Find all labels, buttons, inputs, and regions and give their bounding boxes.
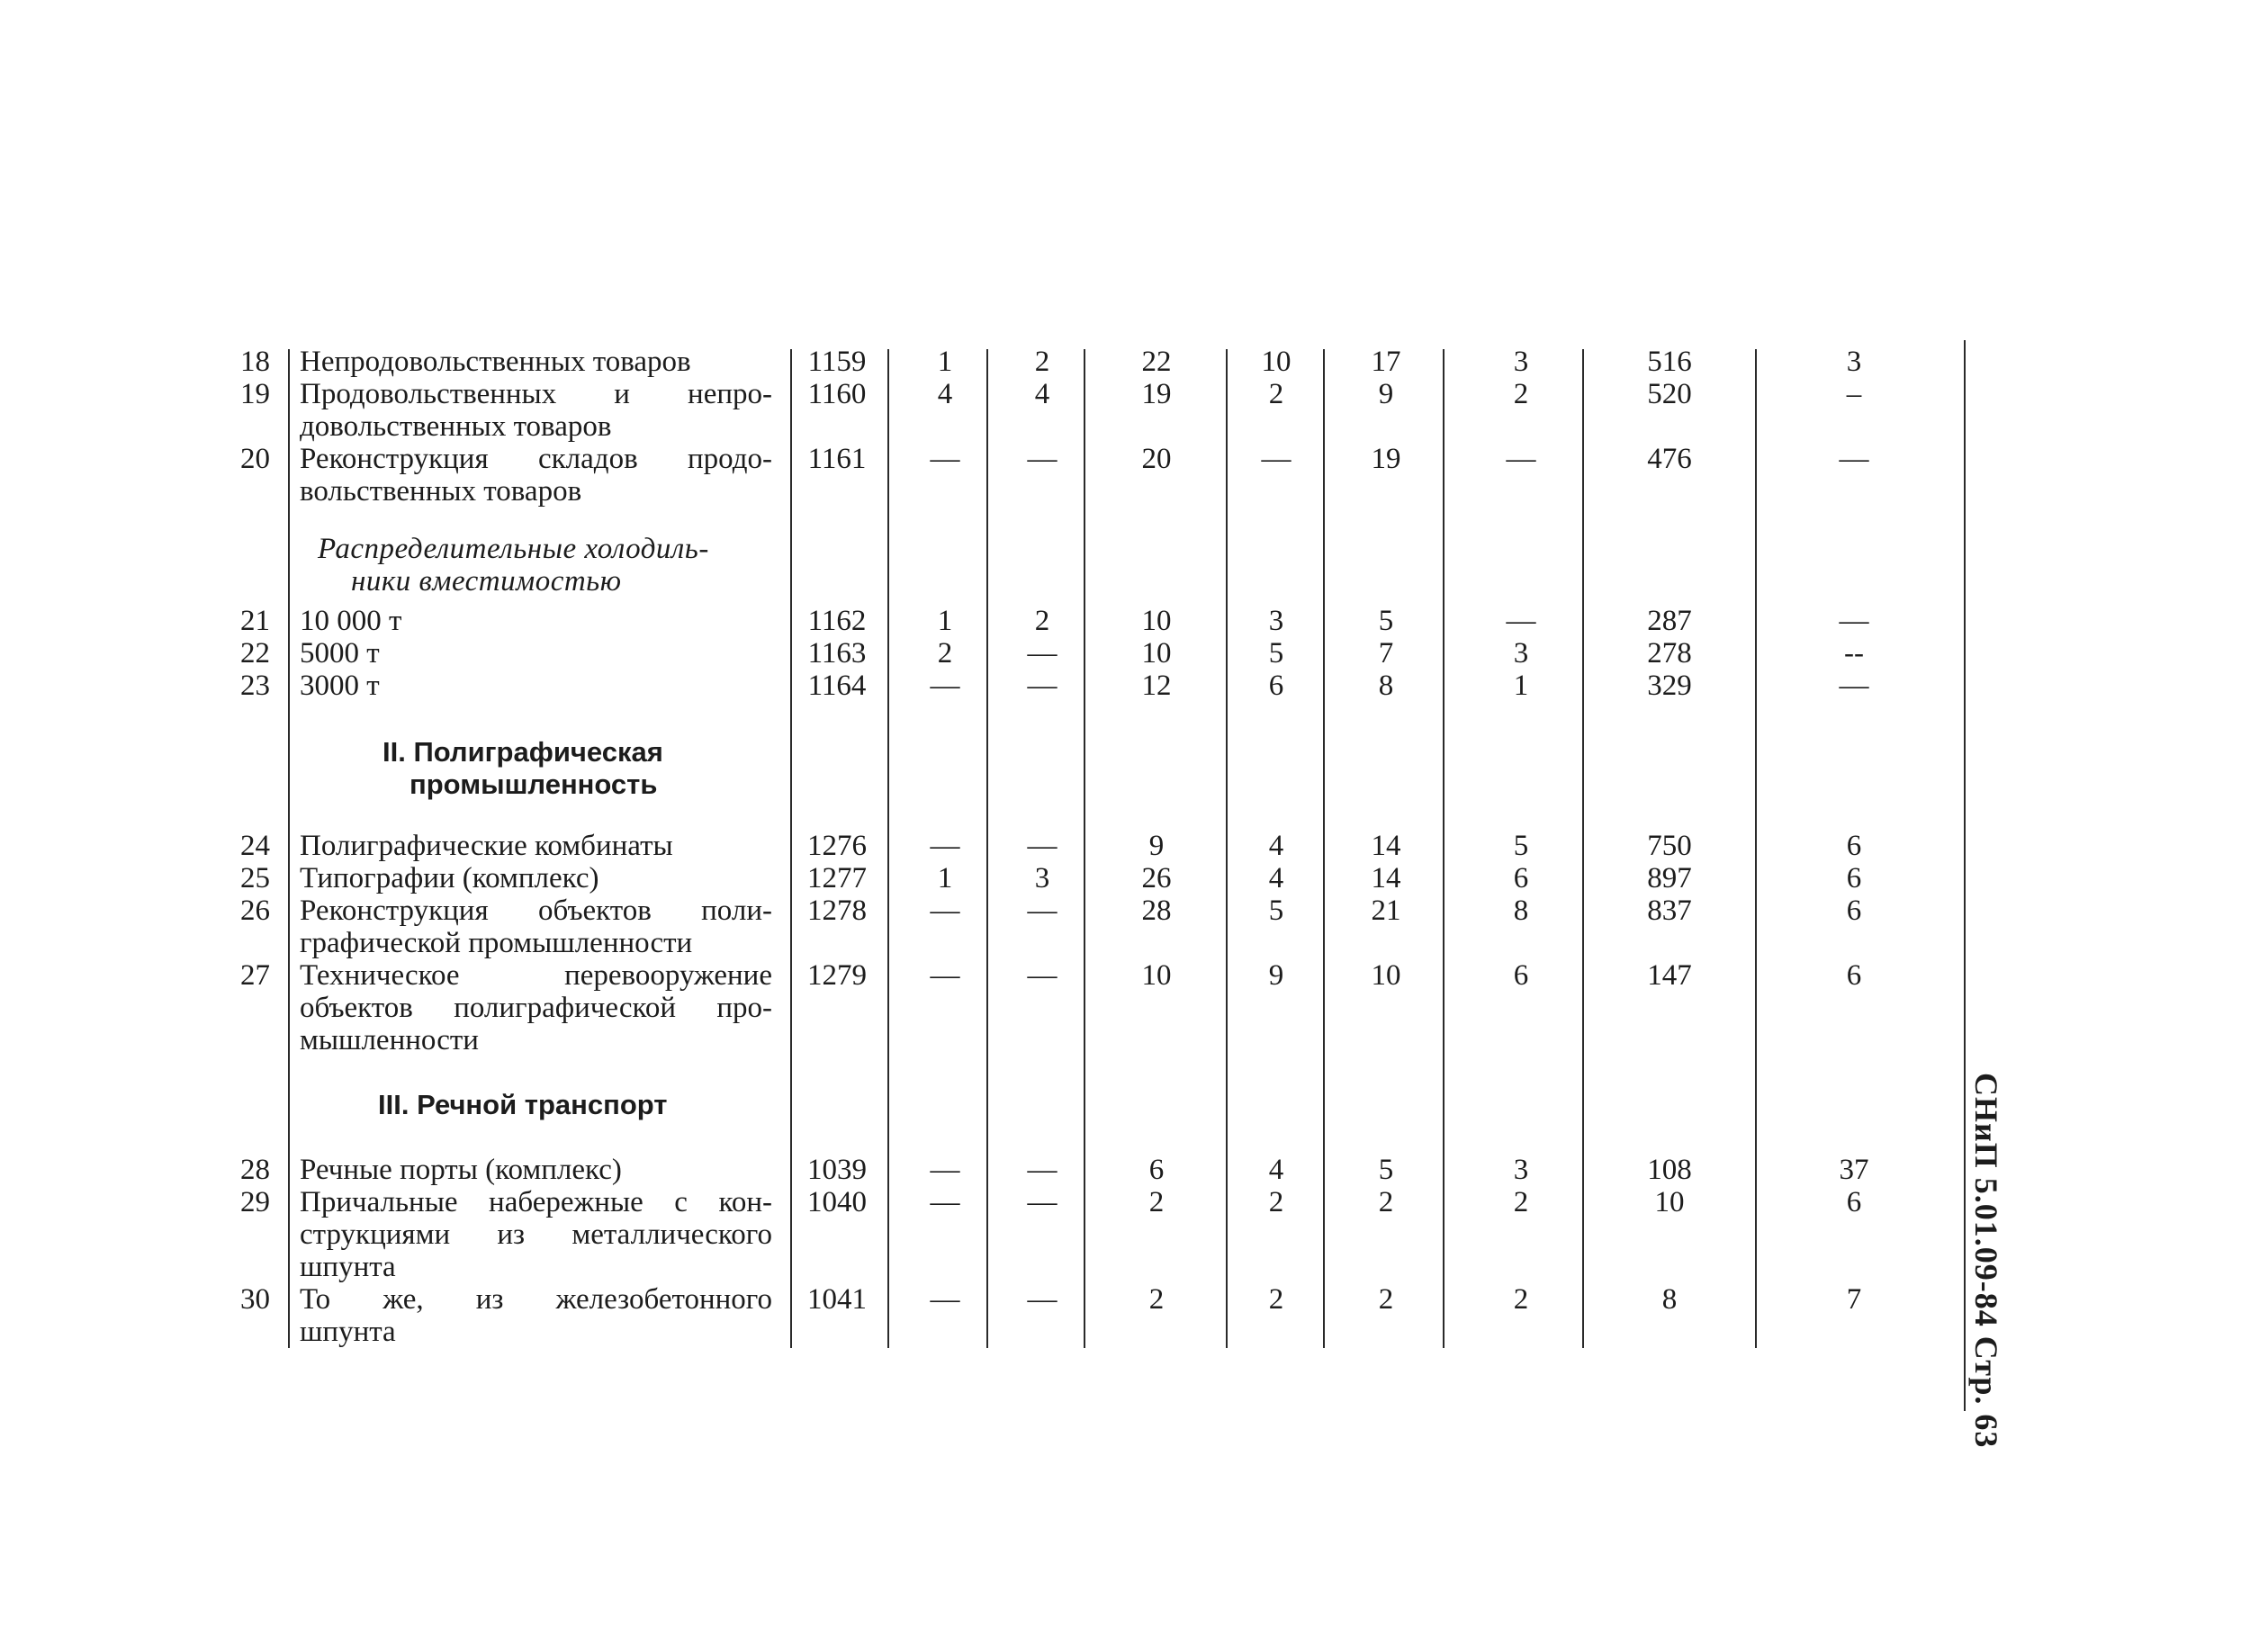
value-cell: 6 (1846, 894, 1862, 927)
value-cell: — (930, 959, 960, 992)
value-cell: — (1027, 830, 1058, 862)
value-cell: — (1839, 443, 1869, 475)
column-rule (1323, 349, 1325, 1348)
value-cell: — (1027, 1283, 1058, 1316)
value-cell: — (1027, 1154, 1058, 1186)
value-cell: 10 (1141, 605, 1172, 637)
value-cell: 9 (1378, 378, 1394, 410)
value-cell: 3 (1034, 862, 1050, 894)
value-cell: 14 (1371, 830, 1401, 862)
value-cell: 6 (1846, 959, 1862, 992)
row-number: 25 (240, 862, 270, 894)
value-cell: 4 (937, 378, 953, 410)
item-code: 1040 (807, 1186, 867, 1218)
value-cell: — (930, 443, 960, 475)
value-cell: 2 (1148, 1186, 1165, 1218)
value-cell: 2 (937, 637, 953, 670)
value-cell: — (1506, 605, 1536, 637)
value-cell: 6 (1268, 670, 1284, 702)
value-cell: 5 (1513, 830, 1529, 862)
value-cell: 22 (1141, 346, 1172, 378)
value-cell: 837 (1647, 894, 1692, 927)
value-cell: 3 (1513, 346, 1529, 378)
value-cell: 108 (1647, 1154, 1692, 1186)
row-number: 22 (240, 637, 270, 670)
value-cell: 897 (1647, 862, 1692, 894)
value-cell: 7 (1846, 1283, 1862, 1316)
item-name: То же, из железобетонного (300, 1283, 772, 1316)
value-cell: 516 (1647, 346, 1692, 378)
row-number: 24 (240, 830, 270, 862)
value-cell: 750 (1647, 830, 1692, 862)
item-code: 1159 (807, 346, 867, 378)
value-cell: — (1027, 1186, 1058, 1218)
value-cell: 10 (1141, 959, 1172, 992)
value-cell: — (1027, 959, 1058, 992)
row-number: 19 (240, 378, 270, 410)
value-cell: 287 (1647, 605, 1692, 637)
item-name: Причальные набережные с кон- (300, 1186, 772, 1218)
value-cell: — (930, 1283, 960, 1316)
value-cell: — (1839, 605, 1869, 637)
value-cell: — (930, 1154, 960, 1186)
item-code: 1163 (807, 637, 867, 670)
item-name: струкциями из металлического (300, 1218, 772, 1251)
value-cell: — (1027, 443, 1058, 475)
value-cell: 2 (1513, 378, 1529, 410)
value-cell: 17 (1371, 346, 1401, 378)
value-cell: 5 (1378, 605, 1394, 637)
column-rule (1964, 340, 1966, 1411)
value-cell: 476 (1647, 443, 1692, 475)
value-cell: 21 (1371, 894, 1401, 927)
value-cell: 28 (1141, 894, 1172, 927)
value-cell: 6 (1846, 830, 1862, 862)
column-rule (1226, 349, 1228, 1348)
row-number: 29 (240, 1186, 270, 1218)
value-cell: 1 (937, 605, 953, 637)
column-rule (1755, 349, 1757, 1348)
value-cell: — (1839, 670, 1869, 702)
value-cell: — (930, 894, 960, 927)
value-cell: 8 (1661, 1283, 1678, 1316)
value-cell: 10 (1261, 346, 1292, 378)
value-cell: 2 (1268, 1186, 1284, 1218)
value-cell: 19 (1141, 378, 1172, 410)
item-name: Реконструкция складов продо- (300, 443, 772, 475)
row-number: 28 (240, 1154, 270, 1186)
value-cell: 3 (1846, 346, 1862, 378)
value-cell: 5 (1378, 1154, 1394, 1186)
item-name: 10 000 т (300, 605, 402, 637)
value-cell: — (1506, 443, 1536, 475)
item-name: Типографии (комплекс) (300, 862, 599, 894)
row-number: 23 (240, 670, 270, 702)
column-rule (1443, 349, 1444, 1348)
item-name: Речные порты (комплекс) (300, 1154, 622, 1186)
value-cell: 1 (937, 862, 953, 894)
value-cell: 6 (1513, 959, 1529, 992)
value-cell: 9 (1268, 959, 1284, 992)
section-heading-polygraph-line1: II. Полиграфическая (382, 736, 663, 768)
value-cell: 9 (1148, 830, 1165, 862)
value-cell: — (1027, 670, 1058, 702)
value-cell: 2 (1148, 1283, 1165, 1316)
value-cell: 329 (1647, 670, 1692, 702)
value-cell: 1 (1513, 670, 1529, 702)
value-cell: 2 (1513, 1283, 1529, 1316)
value-cell: 14 (1371, 862, 1401, 894)
value-cell: 2 (1513, 1186, 1529, 1218)
value-cell: — (1027, 894, 1058, 927)
item-name: 3000 т (300, 670, 380, 702)
value-cell: 2 (1268, 378, 1284, 410)
item-code: 1160 (807, 378, 867, 410)
item-name: мышленности (300, 1024, 479, 1056)
item-code: 1278 (807, 894, 867, 927)
section-heading-river-transport: III. Речной транспорт (378, 1089, 668, 1120)
value-cell: 3 (1268, 605, 1284, 637)
value-cell: — (1027, 637, 1058, 670)
row-number: 20 (240, 443, 270, 475)
value-cell: 4 (1268, 862, 1284, 894)
item-name: 5000 т (300, 637, 380, 670)
column-rule (1582, 349, 1584, 1348)
item-name: шпунта (300, 1251, 396, 1283)
value-cell: 37 (1839, 1154, 1869, 1186)
value-cell: 6 (1513, 862, 1529, 894)
value-cell: 2 (1378, 1283, 1394, 1316)
section-heading-fridges-line1: Распределительные холодиль- (318, 533, 709, 565)
value-cell: 4 (1034, 378, 1050, 410)
value-cell: 19 (1371, 443, 1401, 475)
value-cell: 520 (1647, 378, 1692, 410)
item-code: 1041 (807, 1283, 867, 1316)
value-cell: 8 (1513, 894, 1529, 927)
value-cell: 10 (1371, 959, 1401, 992)
value-cell: 2 (1378, 1186, 1394, 1218)
value-cell: 10 (1654, 1186, 1685, 1218)
item-name: Полиграфические комбинаты (300, 830, 673, 862)
value-cell: 4 (1268, 830, 1284, 862)
value-cell: 4 (1268, 1154, 1284, 1186)
item-name: Реконструкция объектов поли- (300, 894, 772, 927)
row-number: 30 (240, 1283, 270, 1316)
value-cell: 5 (1268, 894, 1284, 927)
value-cell: — (930, 830, 960, 862)
value-cell: 3 (1513, 637, 1529, 670)
value-cell: 6 (1846, 862, 1862, 894)
row-number: 26 (240, 894, 270, 927)
value-cell: 26 (1141, 862, 1172, 894)
value-cell: 12 (1141, 670, 1172, 702)
item-code: 1277 (807, 862, 867, 894)
item-name: вольственных товаров (300, 475, 582, 508)
value-cell: 6 (1148, 1154, 1165, 1186)
value-cell: 2 (1034, 346, 1050, 378)
value-cell: 5 (1268, 637, 1284, 670)
value-cell: 8 (1378, 670, 1394, 702)
value-cell: – (1846, 378, 1862, 410)
item-name: графической промышленности (300, 927, 693, 959)
item-code: 1161 (807, 443, 867, 475)
value-cell: 1 (937, 346, 953, 378)
item-code: 1276 (807, 830, 867, 862)
item-name: довольственных товаров (300, 410, 612, 443)
item-name: объектов полиграфической про- (300, 992, 772, 1024)
value-cell: 2 (1268, 1283, 1284, 1316)
value-cell: 3 (1513, 1154, 1529, 1186)
item-code: 1164 (807, 670, 867, 702)
value-cell: 6 (1846, 1186, 1862, 1218)
item-code: 1279 (807, 959, 867, 992)
section-heading-polygraph-line2: промышленность (410, 769, 658, 800)
value-cell: — (930, 1186, 960, 1218)
value-cell: 7 (1378, 637, 1394, 670)
item-name: Продовольственных и непро- (300, 378, 772, 410)
item-name: Техническое перевооружение (300, 959, 772, 992)
row-number: 21 (240, 605, 270, 637)
column-rule (288, 349, 290, 1348)
value-cell: 278 (1647, 637, 1692, 670)
item-name: Непродовольственных товаров (300, 346, 691, 378)
value-cell: — (930, 670, 960, 702)
value-cell: — (1261, 443, 1292, 475)
value-cell: 2 (1034, 605, 1050, 637)
item-name: шпунта (300, 1316, 396, 1348)
section-heading-fridges-line2: ники вместимостью (351, 565, 622, 598)
value-cell: 10 (1141, 637, 1172, 670)
column-rule (887, 349, 889, 1348)
item-code: 1039 (807, 1154, 867, 1186)
value-cell: 147 (1647, 959, 1692, 992)
value-cell: -- (1844, 637, 1864, 670)
row-number: 18 (240, 346, 270, 378)
document-title-vertical: СНиП 5.01.09-84 Стр. 63 (1968, 1073, 2004, 1449)
value-cell: 20 (1141, 443, 1172, 475)
row-number: 27 (240, 959, 270, 992)
item-code: 1162 (807, 605, 867, 637)
